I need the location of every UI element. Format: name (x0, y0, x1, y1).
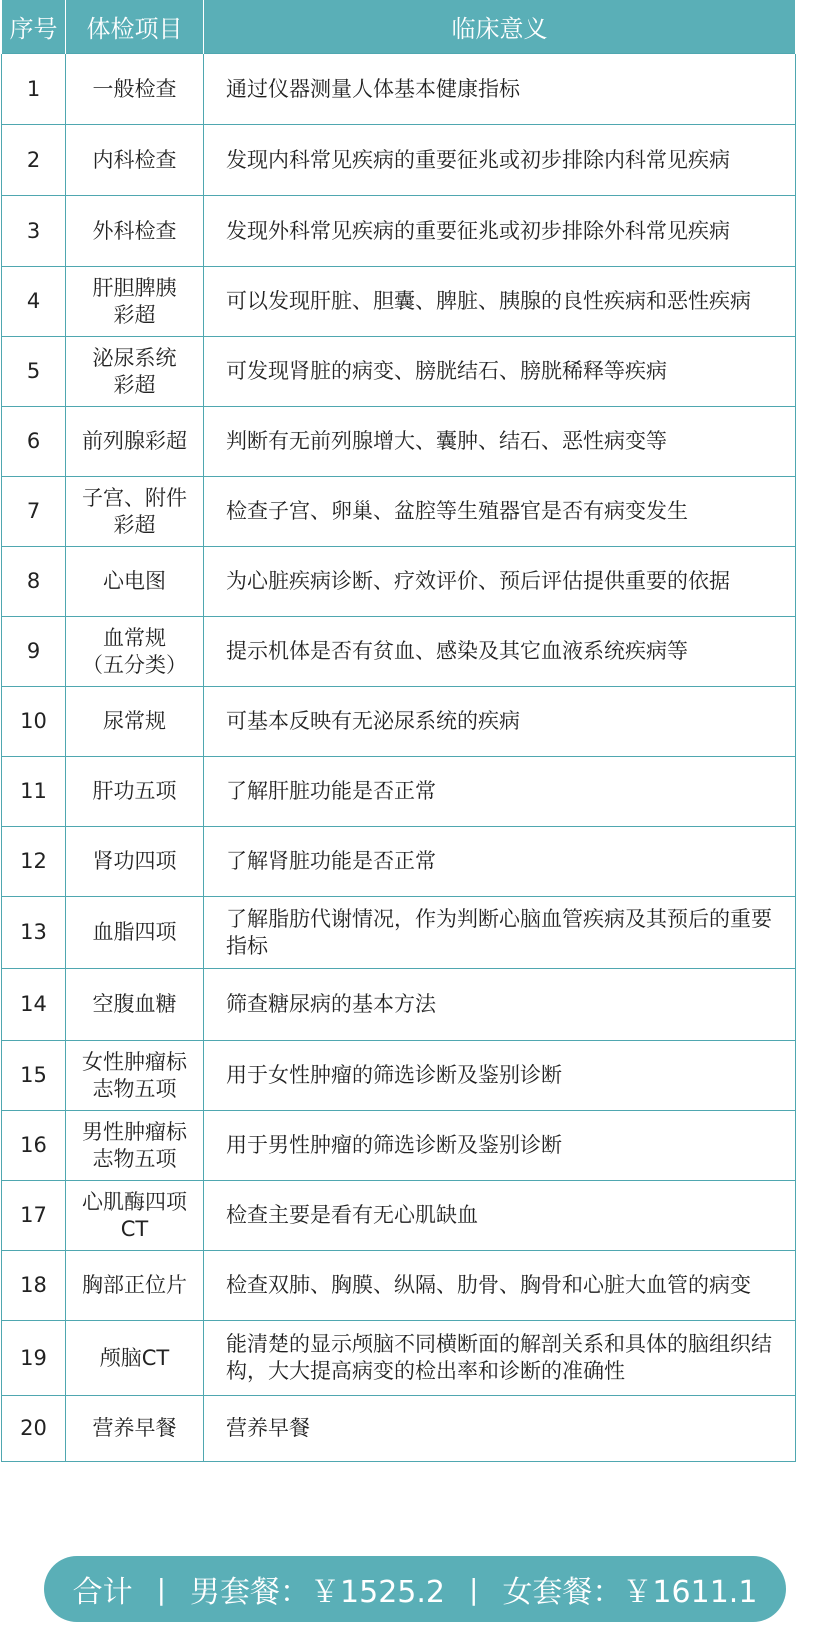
row-number: 3 (2, 196, 66, 267)
exam-item (66, 1251, 204, 1321)
table-row (2, 897, 796, 969)
exam-item-line: 志物五项 (92, 1146, 177, 1171)
table-row (2, 477, 796, 547)
row-number: 11 (2, 757, 66, 827)
header-item: 体检项目 (66, 0, 204, 54)
table-row (2, 1181, 796, 1251)
table-row (2, 54, 796, 125)
exam-item-line: CT (120, 1216, 149, 1241)
row-number: 13 (2, 897, 66, 969)
exam-item-line: 前列腺彩超 (82, 429, 187, 453)
exam-item-line: 志物五项 (92, 1076, 177, 1101)
clinical-meaning: 判断有无前列腺增大、囊肿、结石、恶性病变等 (204, 407, 796, 477)
separator: | (156, 1572, 167, 1606)
row-number: 12 (2, 827, 66, 897)
female-package-price: 女套餐：￥1611.1 (502, 1575, 758, 1610)
exam-item-line: 外科检查 (92, 218, 177, 243)
table-row (2, 1111, 796, 1181)
row-number: 19 (2, 1321, 66, 1396)
exam-item (66, 1111, 204, 1181)
exam-item-line: 颅脑CT (99, 1345, 170, 1370)
separator: | (469, 1572, 479, 1606)
exam-item-line: 营养早餐 (92, 1416, 177, 1440)
row-number: 16 (2, 1111, 66, 1181)
row-number: 1 (2, 54, 66, 125)
row-number: 10 (2, 687, 66, 757)
exam-item-line: 血常规 (103, 625, 166, 650)
clinical-meaning: 用于男性肿瘤的筛选诊断及鉴别诊断 (204, 1111, 796, 1181)
exam-item-line: 内科检查 (92, 147, 177, 172)
clinical-meaning: 可以发现肝脏、胆囊、脾脏、胰腺的良性疾病和恶性疾病 (204, 267, 796, 337)
row-number: 4 (2, 267, 66, 337)
exam-item (66, 1041, 204, 1111)
row-number: 7 (2, 477, 66, 547)
clinical-meaning: 提示机体是否有贫血、感染及其它血液系统疾病等 (204, 617, 796, 687)
table-row (2, 337, 796, 407)
exam-item (66, 337, 204, 407)
row-number: 14 (2, 969, 66, 1041)
row-number: 8 (2, 547, 66, 617)
clinical-meaning: 通过仪器测量人体基本健康指标 (204, 54, 796, 125)
exam-item-line: 尿常规 (103, 709, 166, 733)
exam-item (66, 687, 204, 757)
exam-item (66, 757, 204, 827)
exam-item-line: 心肌酶四项 (82, 1189, 187, 1214)
clinical-meaning: 检查主要是看有无心肌缺血 (204, 1181, 796, 1251)
row-number: 9 (2, 617, 66, 687)
exam-item (66, 125, 204, 196)
clinical-meaning: 可发现肾脏的病变、膀胱结石、膀胱稀释等疾病 (204, 337, 796, 407)
clinical-meaning: 筛查糖尿病的基本方法 (204, 969, 796, 1041)
table-row (2, 1041, 796, 1111)
exam-item-line: 空腹血糖 (92, 992, 177, 1016)
exam-item-line: 血脂四项 (92, 920, 177, 944)
exam-item-line: 一般检查 (92, 76, 177, 101)
header-meaning: 临床意义 (204, 0, 796, 54)
row-number: 18 (2, 1251, 66, 1321)
clinical-meaning: 能清楚的显示颅脑不同横断面的解剖关系和具体的脑组织结构，大大提高病变的检出率和诊断的准确性 (204, 1321, 796, 1396)
row-number: 20 (2, 1396, 66, 1462)
clinical-meaning: 可基本反映有无泌尿系统的疾病 (204, 687, 796, 757)
clinical-meaning: 发现内科常见疾病的重要征兆或初步排除内科常见疾病 (204, 125, 796, 196)
row-number: 17 (2, 1181, 66, 1251)
row-number: 15 (2, 1041, 66, 1111)
exam-item-line: 子宫、附件 (82, 485, 187, 510)
exam-item-line: 彩超 (113, 512, 156, 537)
exam-item-line: 彩超 (113, 302, 156, 327)
table-row (2, 827, 796, 897)
exam-item (66, 1321, 204, 1396)
exam-item-line: 肝胆脾胰 (92, 275, 177, 300)
total-price-bar (44, 1556, 786, 1622)
table-row (2, 687, 796, 757)
row-number: 5 (2, 337, 66, 407)
clinical-meaning: 营养早餐 (204, 1396, 796, 1462)
table-row (2, 617, 796, 687)
exam-item (66, 547, 204, 617)
table-row (2, 267, 796, 337)
clinical-meaning: 用于女性肿瘤的筛选诊断及鉴别诊断 (204, 1041, 796, 1111)
exam-item-line: （五分类） (82, 652, 187, 677)
table-row (2, 125, 796, 196)
header-no: 序号 (2, 0, 66, 54)
exam-items-table (1, 0, 796, 1462)
row-number: 2 (2, 125, 66, 196)
male-package-price: 男套餐：￥1525.2 (190, 1575, 445, 1610)
clinical-meaning: 了解脂肪代谢情况，作为判断心脑血管疾病及其预后的重要指标 (204, 897, 796, 969)
exam-item (66, 407, 204, 477)
table-row (2, 969, 796, 1041)
total-label: 合计 (72, 1575, 133, 1610)
exam-item (66, 54, 204, 125)
exam-item-line: 肝功五项 (92, 779, 177, 803)
exam-item (66, 477, 204, 547)
clinical-meaning: 检查子宫、卵巢、盆腔等生殖器官是否有病变发生 (204, 477, 796, 547)
exam-item (66, 267, 204, 337)
exam-item-line: 女性肿瘤标 (82, 1049, 187, 1074)
table-row (2, 1321, 796, 1396)
exam-item-line: 胸部正位片 (82, 1273, 187, 1297)
exam-item-line: 心电图 (103, 569, 166, 593)
row-number: 6 (2, 407, 66, 477)
exam-item (66, 897, 204, 969)
clinical-meaning: 发现外科常见疾病的重要征兆或初步排除外科常见疾病 (204, 196, 796, 267)
table-row (2, 407, 796, 477)
exam-item (66, 196, 204, 267)
clinical-meaning: 检查双肺、胸膜、纵隔、肋骨、胸骨和心脏大血管的病变 (204, 1251, 796, 1321)
clinical-meaning: 了解肾脏功能是否正常 (204, 827, 796, 897)
table-row (2, 547, 796, 617)
table-row (2, 757, 796, 827)
exam-item (66, 1181, 204, 1251)
exam-item (66, 617, 204, 687)
table-row (2, 196, 796, 267)
exam-item-line: 泌尿系统 (92, 345, 177, 370)
clinical-meaning: 了解肝脏功能是否正常 (204, 757, 796, 827)
table-row (2, 1251, 796, 1321)
table-header (2, 0, 796, 54)
table-row (2, 1396, 796, 1462)
exam-item (66, 827, 204, 897)
exam-item (66, 969, 204, 1041)
exam-item-line: 彩超 (113, 372, 156, 397)
exam-item (66, 1396, 204, 1462)
exam-item-line: 肾功四项 (92, 849, 177, 873)
exam-item-line: 男性肿瘤标 (82, 1119, 187, 1144)
clinical-meaning: 为心脏疾病诊断、疗效评价、预后评估提供重要的依据 (204, 547, 796, 617)
